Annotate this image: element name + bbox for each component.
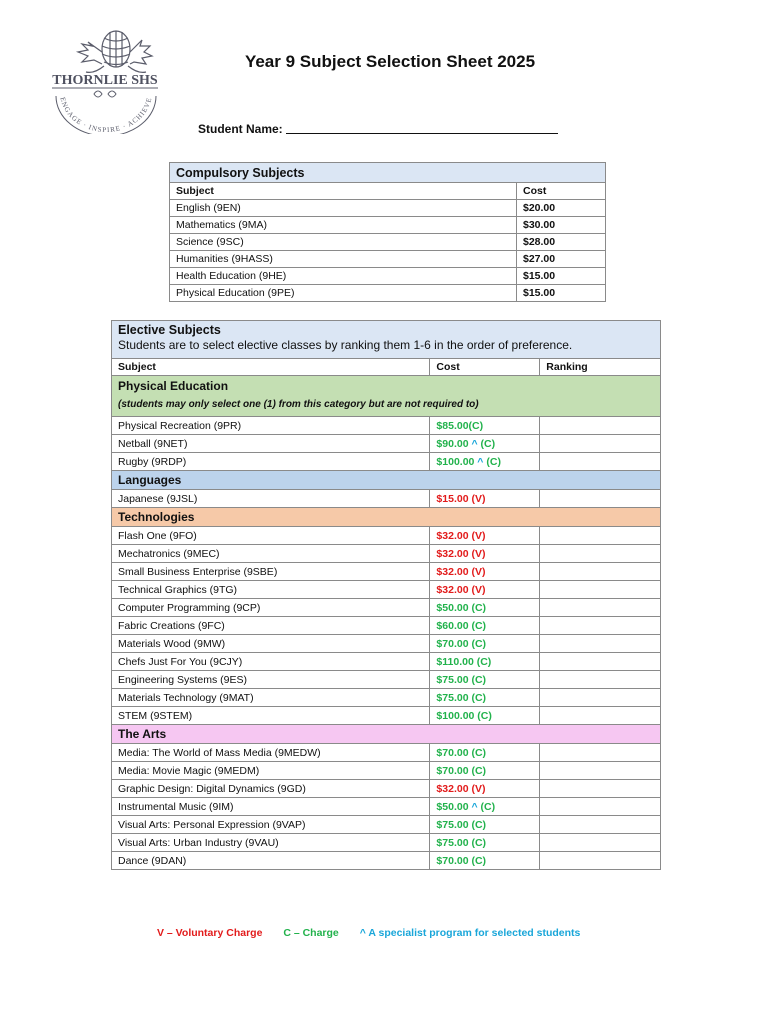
cost-price: $50.00 <box>436 601 469 614</box>
elective-header <box>112 321 661 359</box>
elective-row <box>112 671 661 689</box>
elective-subject: Engineering Systems (9ES) <box>112 671 430 689</box>
category-name: Languages <box>118 473 182 487</box>
category-header <box>112 725 661 744</box>
cost-price: $110.00 <box>436 655 474 668</box>
elective-row <box>112 527 661 545</box>
cost-price: $100.00 <box>436 455 475 468</box>
cost-charge-type: (V) <box>468 565 486 578</box>
elective-row <box>112 417 661 435</box>
school-logo <box>44 22 166 134</box>
cost-charge-type: (C) <box>473 655 492 668</box>
elective-subject: Japanese (9JSL) <box>112 490 430 508</box>
specialist-marker: ^ <box>474 455 484 468</box>
category-name: The Arts <box>118 727 167 741</box>
cost-price: $75.00 <box>436 836 469 849</box>
elective-row <box>112 707 661 725</box>
elective-cost <box>430 852 540 870</box>
compulsory-cost: $28.00 <box>517 234 606 251</box>
elective-cost <box>430 744 540 762</box>
ranking-input-cell[interactable] <box>540 545 661 563</box>
elective-subject: Dance (9DAN) <box>112 852 430 870</box>
elective-subject: Visual Arts: Personal Expression (9VAP) <box>112 816 430 834</box>
ranking-input-cell[interactable] <box>540 834 661 852</box>
elective-row <box>112 617 661 635</box>
compulsory-heading: Compulsory Subjects <box>170 163 606 183</box>
category-row <box>112 725 661 744</box>
compulsory-row <box>170 285 606 302</box>
compulsory-subject: Mathematics (9MA) <box>170 217 517 234</box>
cost-price: $70.00 <box>436 637 469 650</box>
compulsory-row <box>170 251 606 268</box>
elective-subject: Visual Arts: Urban Industry (9VAU) <box>112 834 430 852</box>
cost-price: $32.00 <box>436 529 469 542</box>
elective-cost <box>430 617 540 635</box>
category-header <box>112 508 661 527</box>
elective-cost <box>430 563 540 581</box>
compulsory-subject: Humanities (9HASS) <box>170 251 517 268</box>
elective-row <box>112 834 661 852</box>
elective-subject: Fabric Creations (9FC) <box>112 617 430 635</box>
cost-price: $60.00 <box>436 619 469 632</box>
category-header <box>112 471 661 490</box>
compulsory-subject: Physical Education (9PE) <box>170 285 517 302</box>
elective-col-ranking: Ranking <box>540 359 661 376</box>
cost-charge-type: (V) <box>468 529 486 542</box>
cost-charge-type: (C) <box>468 746 487 759</box>
cost-price: $32.00 <box>436 782 469 795</box>
ranking-input-cell[interactable] <box>540 581 661 599</box>
cost-charge-type: (C) <box>468 419 484 432</box>
cost-price: $32.00 <box>436 547 469 560</box>
compulsory-subject: English (9EN) <box>170 200 517 217</box>
specialist-marker: ^ <box>468 437 478 450</box>
legend-charge: C – Charge <box>283 927 339 939</box>
compulsory-col-cost: Cost <box>517 183 606 200</box>
elective-row <box>112 744 661 762</box>
ranking-input-cell[interactable] <box>540 563 661 581</box>
category-name: Physical Education <box>118 379 229 393</box>
elective-subjects-table <box>111 320 661 870</box>
elective-subject: Rugby (9RDP) <box>112 453 430 471</box>
logo-motto: ENGAGE · INSPIRE · ACHIEVE <box>58 96 154 134</box>
cost-price: $100.00 <box>436 709 475 722</box>
ranking-input-cell[interactable] <box>540 689 661 707</box>
elective-row <box>112 435 661 453</box>
elective-row <box>112 599 661 617</box>
elective-row <box>112 581 661 599</box>
ranking-input-cell[interactable] <box>540 635 661 653</box>
elective-cost <box>430 417 540 435</box>
compulsory-row <box>170 217 606 234</box>
ranking-input-cell[interactable] <box>540 780 661 798</box>
cost-charge-type: (C) <box>468 691 487 704</box>
elective-subject: Media: The World of Mass Media (9MEDW) <box>112 744 430 762</box>
elective-subject: Mechatronics (9MEC) <box>112 545 430 563</box>
elective-subject: STEM (9STEM) <box>112 707 430 725</box>
cost-charge-type: (C) <box>468 673 487 686</box>
elective-cost <box>430 453 540 471</box>
cost-price: $32.00 <box>436 583 469 596</box>
cost-charge-type: (C) <box>468 764 487 777</box>
elective-cost <box>430 435 540 453</box>
compulsory-row <box>170 234 606 251</box>
ranking-input-cell[interactable] <box>540 707 661 725</box>
elective-subject: Materials Wood (9MW) <box>112 635 430 653</box>
elective-cost <box>430 545 540 563</box>
elective-subject: Flash One (9FO) <box>112 527 430 545</box>
compulsory-cost: $15.00 <box>517 285 606 302</box>
cost-price: $32.00 <box>436 565 469 578</box>
ranking-input-cell[interactable] <box>540 762 661 780</box>
elective-subject: Computer Programming (9CP) <box>112 599 430 617</box>
cost-charge-type: (C) <box>477 437 496 450</box>
elective-row <box>112 653 661 671</box>
cost-price: $75.00 <box>436 818 469 831</box>
elective-cost <box>430 635 540 653</box>
cost-charge-type: (V) <box>468 782 486 795</box>
cost-charge-type: (C) <box>468 601 487 614</box>
category-row <box>112 376 661 417</box>
cost-charge-type: (C) <box>474 709 492 722</box>
category-row <box>112 471 661 490</box>
logo-name: THORNLIE SHS <box>52 73 158 88</box>
cost-charge-type: (C) <box>483 455 501 468</box>
elective-row <box>112 816 661 834</box>
cost-charge-type: (C) <box>468 637 487 650</box>
cost-charge-type: (C) <box>468 818 487 831</box>
elective-cost <box>430 689 540 707</box>
ranking-input-cell[interactable] <box>540 816 661 834</box>
elective-cost <box>430 490 540 508</box>
cost-price: $75.00 <box>436 673 469 686</box>
elective-row <box>112 563 661 581</box>
elective-subject: Materials Technology (9MAT) <box>112 689 430 707</box>
elective-row <box>112 490 661 508</box>
specialist-marker: ^ <box>468 800 478 813</box>
compulsory-subjects-table <box>169 162 606 302</box>
student-name-row <box>198 121 558 136</box>
elective-cost <box>430 527 540 545</box>
ranking-input-cell[interactable] <box>540 417 661 435</box>
compulsory-cost: $20.00 <box>517 200 606 217</box>
svg-text:ENGAGE · INSPIRE · ACHIEVE <box>58 96 153 134</box>
elective-subject: Netball (9NET) <box>112 435 430 453</box>
cost-charge-type: (V) <box>468 583 486 596</box>
cost-price: $90.00 <box>436 437 469 450</box>
ranking-input-cell[interactable] <box>540 798 661 816</box>
ranking-input-cell[interactable] <box>540 453 661 471</box>
cost-price: $70.00 <box>436 746 469 759</box>
ranking-input-cell[interactable] <box>540 653 661 671</box>
cost-charge-type: (C) <box>468 619 487 632</box>
ranking-input-cell[interactable] <box>540 599 661 617</box>
elective-row <box>112 689 661 707</box>
cost-price: $15.00 <box>436 492 469 505</box>
category-note: (students may only select one (1) from this category but are not required to) <box>118 399 479 410</box>
elective-cost <box>430 798 540 816</box>
compulsory-cost: $15.00 <box>517 268 606 285</box>
elective-cost <box>430 581 540 599</box>
elective-col-cost: Cost <box>430 359 540 376</box>
elective-subject: Physical Recreation (9PR) <box>112 417 430 435</box>
compulsory-row <box>170 268 606 285</box>
charge-legend <box>157 927 598 939</box>
ranking-input-cell[interactable] <box>540 671 661 689</box>
category-header <box>112 376 661 417</box>
elective-cost <box>430 707 540 725</box>
compulsory-cost: $30.00 <box>517 217 606 234</box>
cost-price: $70.00 <box>436 854 469 867</box>
compulsory-col-subject: Subject <box>170 183 517 200</box>
legend-specialist: ^ A specialist program for selected students <box>359 927 581 939</box>
cost-charge-type: (C) <box>468 836 487 849</box>
cost-price: $75.00 <box>436 691 469 704</box>
category-row <box>112 508 661 527</box>
elective-row <box>112 762 661 780</box>
elective-row <box>112 852 661 870</box>
elective-col-subject: Subject <box>112 359 430 376</box>
elective-row <box>112 453 661 471</box>
page-title: Year 9 Subject Selection Sheet 2025 <box>244 52 536 71</box>
elective-subject: Chefs Just For You (9CJY) <box>112 653 430 671</box>
student-name-label: Student Name: <box>198 122 283 136</box>
elective-row <box>112 780 661 798</box>
elective-cost <box>430 834 540 852</box>
elective-cost <box>430 671 540 689</box>
cost-charge-type: (C) <box>477 800 496 813</box>
elective-cost <box>430 816 540 834</box>
elective-row <box>112 545 661 563</box>
elective-subject: Small Business Enterprise (9SBE) <box>112 563 430 581</box>
compulsory-subject: Science (9SC) <box>170 234 517 251</box>
elective-cost <box>430 599 540 617</box>
elective-cost <box>430 780 540 798</box>
elective-subject: Media: Movie Magic (9MEDM) <box>112 762 430 780</box>
compulsory-cost: $27.00 <box>517 251 606 268</box>
ranking-input-cell[interactable] <box>540 490 661 508</box>
elective-instruction: Students are to select elective classes by ranking them 1-6 in the order of preference. <box>118 338 573 352</box>
ranking-input-cell[interactable] <box>540 617 661 635</box>
elective-cost <box>430 762 540 780</box>
elective-subject: Graphic Design: Digital Dynamics (9GD) <box>112 780 430 798</box>
elective-heading: Elective Subjects <box>118 323 221 337</box>
cost-charge-type: (V) <box>468 547 486 560</box>
elective-row <box>112 798 661 816</box>
ranking-input-cell[interactable] <box>540 435 661 453</box>
school-crest-icon <box>44 22 166 134</box>
compulsory-row <box>170 200 606 217</box>
elective-subject: Technical Graphics (9TG) <box>112 581 430 599</box>
ranking-input-cell[interactable] <box>540 744 661 762</box>
category-name: Technologies <box>118 510 195 524</box>
elective-subject: Instrumental Music (9IM) <box>112 798 430 816</box>
ranking-input-cell[interactable] <box>540 527 661 545</box>
elective-row <box>112 635 661 653</box>
elective-cost <box>430 653 540 671</box>
legend-voluntary: V – Voluntary Charge <box>157 927 263 939</box>
cost-price: $50.00 <box>436 800 469 813</box>
cost-charge-type: (C) <box>468 854 487 867</box>
cost-price: $70.00 <box>436 764 469 777</box>
ranking-input-cell[interactable] <box>540 852 661 870</box>
cost-charge-type: (V) <box>468 492 486 505</box>
compulsory-subject: Health Education (9HE) <box>170 268 517 285</box>
cost-price: $85.00 <box>436 419 469 432</box>
student-name-field[interactable] <box>286 121 558 134</box>
